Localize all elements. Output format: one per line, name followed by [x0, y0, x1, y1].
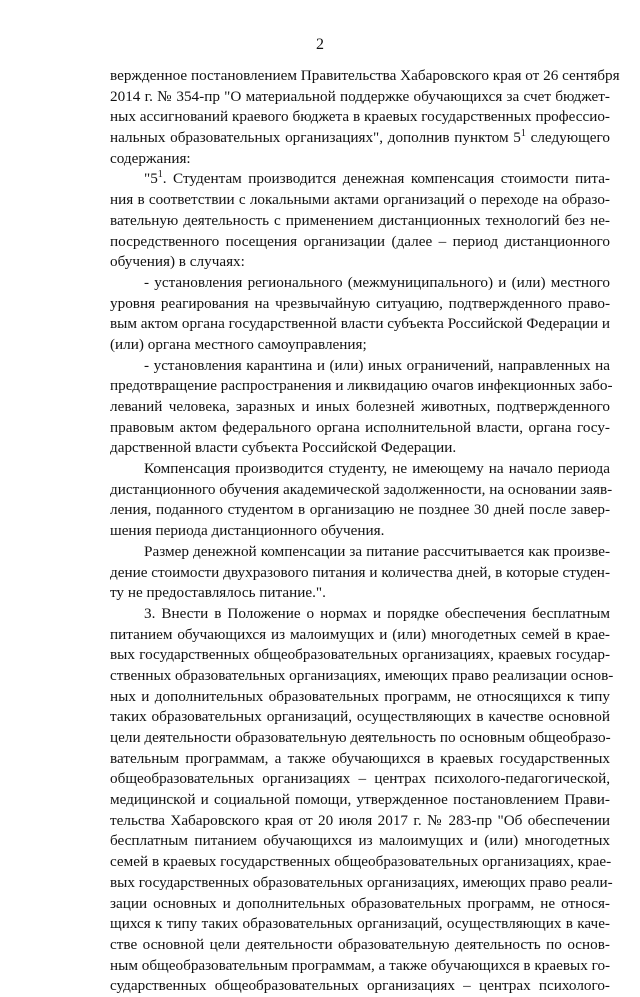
text-line-content: общеобразовательных организациях – центрах психолого-педагогической,: [110, 770, 610, 788]
text-line: [110, 811, 610, 832]
text-line: [110, 935, 610, 956]
text-line: [110, 190, 610, 211]
text-line-content: ных и дополнительных образовательных программ, не относящихся к типу: [110, 687, 610, 705]
text-line: [110, 687, 610, 708]
text-line-content: вых государственных образовательных организациях, имеющих право реали-: [110, 873, 613, 891]
text-line: [110, 376, 613, 397]
text-line-content: вым актом органа государственной власти субъекта Российской Федерации и: [110, 315, 611, 333]
text-line: [110, 294, 610, 315]
text-line: [110, 790, 610, 811]
text-line: [110, 914, 610, 935]
text-line: [110, 976, 610, 997]
text-line: [110, 625, 610, 646]
text-line: [110, 87, 610, 108]
text-line-tail: . Студентам производится денежная компенсация стоимости пита-: [162, 170, 610, 188]
text-line: [110, 666, 614, 687]
text-line-content: шения периода дистанционного обучения.: [110, 522, 385, 540]
text-line: [110, 728, 610, 749]
page-number: 2: [316, 36, 324, 53]
text-line: [110, 418, 610, 439]
document-body: [110, 66, 620, 997]
text-line: [110, 438, 610, 459]
text-line-content: вержденное постановлением Правительства Хабаровского края от 26 сентября: [110, 67, 620, 84]
text-line-content: таких образовательных организаций, осуществляющих в качестве основной: [110, 708, 610, 726]
text-line-content: леваний человека, заразных и иных болезней животных, подтвержденного: [110, 398, 610, 415]
text-line-content: бесплатным питанием обучающихся из малоимущих и (или) многодетных: [110, 832, 610, 850]
text-line: [110, 769, 610, 790]
text-line-content: посредственного посещения организации (далее – период дистанционного: [110, 232, 610, 250]
text-line: [110, 707, 610, 728]
text-line: [110, 273, 610, 294]
text-line-content: дение стоимости двухразового питания и количества дней, в которые студен-: [110, 563, 610, 581]
text-line-content: дарственной власти субъекта Российской Федерации.: [110, 439, 457, 457]
text-line-content: щихся к типу таких образовательных организаций, осуществляющих в каче-: [110, 915, 610, 933]
text-line: [110, 335, 610, 356]
text-line: [110, 252, 610, 273]
text-line-content: тельства Хабаровского края от 20 июля 2017 г. № 283-пр "Об обеспечении: [110, 811, 610, 829]
text-line-content: уровня реагирования на чрезвычайную ситуацию, подтвержденного право-: [110, 294, 610, 312]
text-line: [110, 583, 610, 604]
text-line-content: 2014 г. № 354-пр "О материальной поддержке обучающихся за счет бюджет-: [110, 87, 610, 105]
text-line: [110, 169, 610, 190]
text-line: [110, 356, 610, 377]
text-line-content: ственных образовательных организациях, имеющих право реализации основ-: [110, 666, 614, 684]
text-line-content: зации основных и дополнительных образовательных программ, не относя-: [110, 894, 610, 912]
text-line: [110, 459, 610, 480]
text-line-content: цели деятельности образовательную деятельность по основным общеобразо-: [110, 729, 611, 746]
text-line-content: ных ассигнований краевого бюджета в краевых государственных профессио-: [110, 108, 610, 126]
text-line-content: предотвращение распространения и ликвидацию очагов инфекционных забо-: [110, 377, 613, 395]
text-line: [110, 314, 610, 335]
text-line-content: вательным программам, а также обучающихся в краевых государственных: [110, 749, 610, 767]
text-line: [110, 500, 610, 521]
text-line: [110, 749, 610, 770]
text-line-content: обучения) в случаях:: [110, 253, 245, 271]
text-line: [110, 521, 610, 542]
text-line: [110, 480, 613, 501]
text-line-content: правовым актом федерального органа исполнительной власти, органа госу-: [110, 418, 610, 436]
text-line-content: питанием обучающихся из малоимущих и (или) многодетных семей в крае-: [110, 625, 610, 643]
text-line-content: нальных образовательных организациях", дополнив пунктом 5: [110, 129, 521, 147]
text-line: [110, 956, 610, 977]
text-line: [110, 831, 610, 852]
text-line-tail: следующего: [525, 129, 610, 147]
text-line: [110, 211, 610, 232]
superscript: 1: [157, 169, 163, 181]
text-line-content: дистанционного обучения академической задолженности, на основании заяв-: [110, 480, 613, 498]
text-line-content: 3. Внести в Положение о нормах и порядке обеспечения бесплатным: [144, 604, 610, 622]
text-line: [110, 604, 610, 625]
text-line-content: ным общеобразовательным программам, а также обучающихся в краевых го-: [110, 956, 611, 974]
text-line-content: - установления карантина и (или) иных ограничений, направленных на: [144, 356, 610, 374]
text-line-content: (или) органа местного самоуправления;: [110, 335, 367, 353]
superscript: 1: [520, 128, 526, 140]
text-line-content: ления, поданного студентом в организацию не позднее 30 дней после завер-: [110, 501, 610, 519]
text-line: [110, 873, 613, 894]
text-line: [110, 397, 610, 418]
text-line: [110, 542, 610, 563]
text-line-content: стве основной цели деятельности образовательную деятельность по основ-: [110, 935, 610, 953]
text-line-content: медицинской и социальной помощи, утвержденное постановлением Прави-: [110, 791, 610, 809]
text-line-content: "5: [144, 170, 158, 188]
text-line-content: Размер денежной компенсации за питание рассчитывается как произве-: [144, 542, 610, 560]
text-line: [110, 107, 610, 128]
text-line-content: вых государственных общеобразовательных организациях, краевых государ-: [110, 646, 610, 664]
text-line-content: ния в соответствии с локальными актами организаций о переходе на образо-: [110, 191, 610, 209]
text-line: [110, 149, 610, 170]
text-line-content: содержания:: [110, 149, 191, 167]
text-line-content: ту не предоставлялось питание.".: [110, 584, 326, 602]
text-line: [110, 66, 620, 87]
text-line: [110, 232, 610, 253]
text-line-content: семей в краевых государственных общеобразовательных организациях, крае-: [110, 853, 612, 871]
text-line: [110, 645, 610, 666]
text-line: [110, 894, 610, 915]
text-line-content: сударственных общеобразовательных организациях – центрах психолого-: [110, 977, 610, 995]
text-line-content: Компенсация производится студенту, не имеющему на начало периода: [144, 460, 610, 478]
text-line-content: - установления регионального (межмуниципального) и (или) местного: [144, 273, 610, 291]
text-line-content: вательную деятельность с применением дистанционных технологий без не-: [110, 211, 610, 229]
text-line: [110, 128, 610, 149]
text-line: [110, 852, 610, 873]
text-line: [110, 563, 610, 584]
